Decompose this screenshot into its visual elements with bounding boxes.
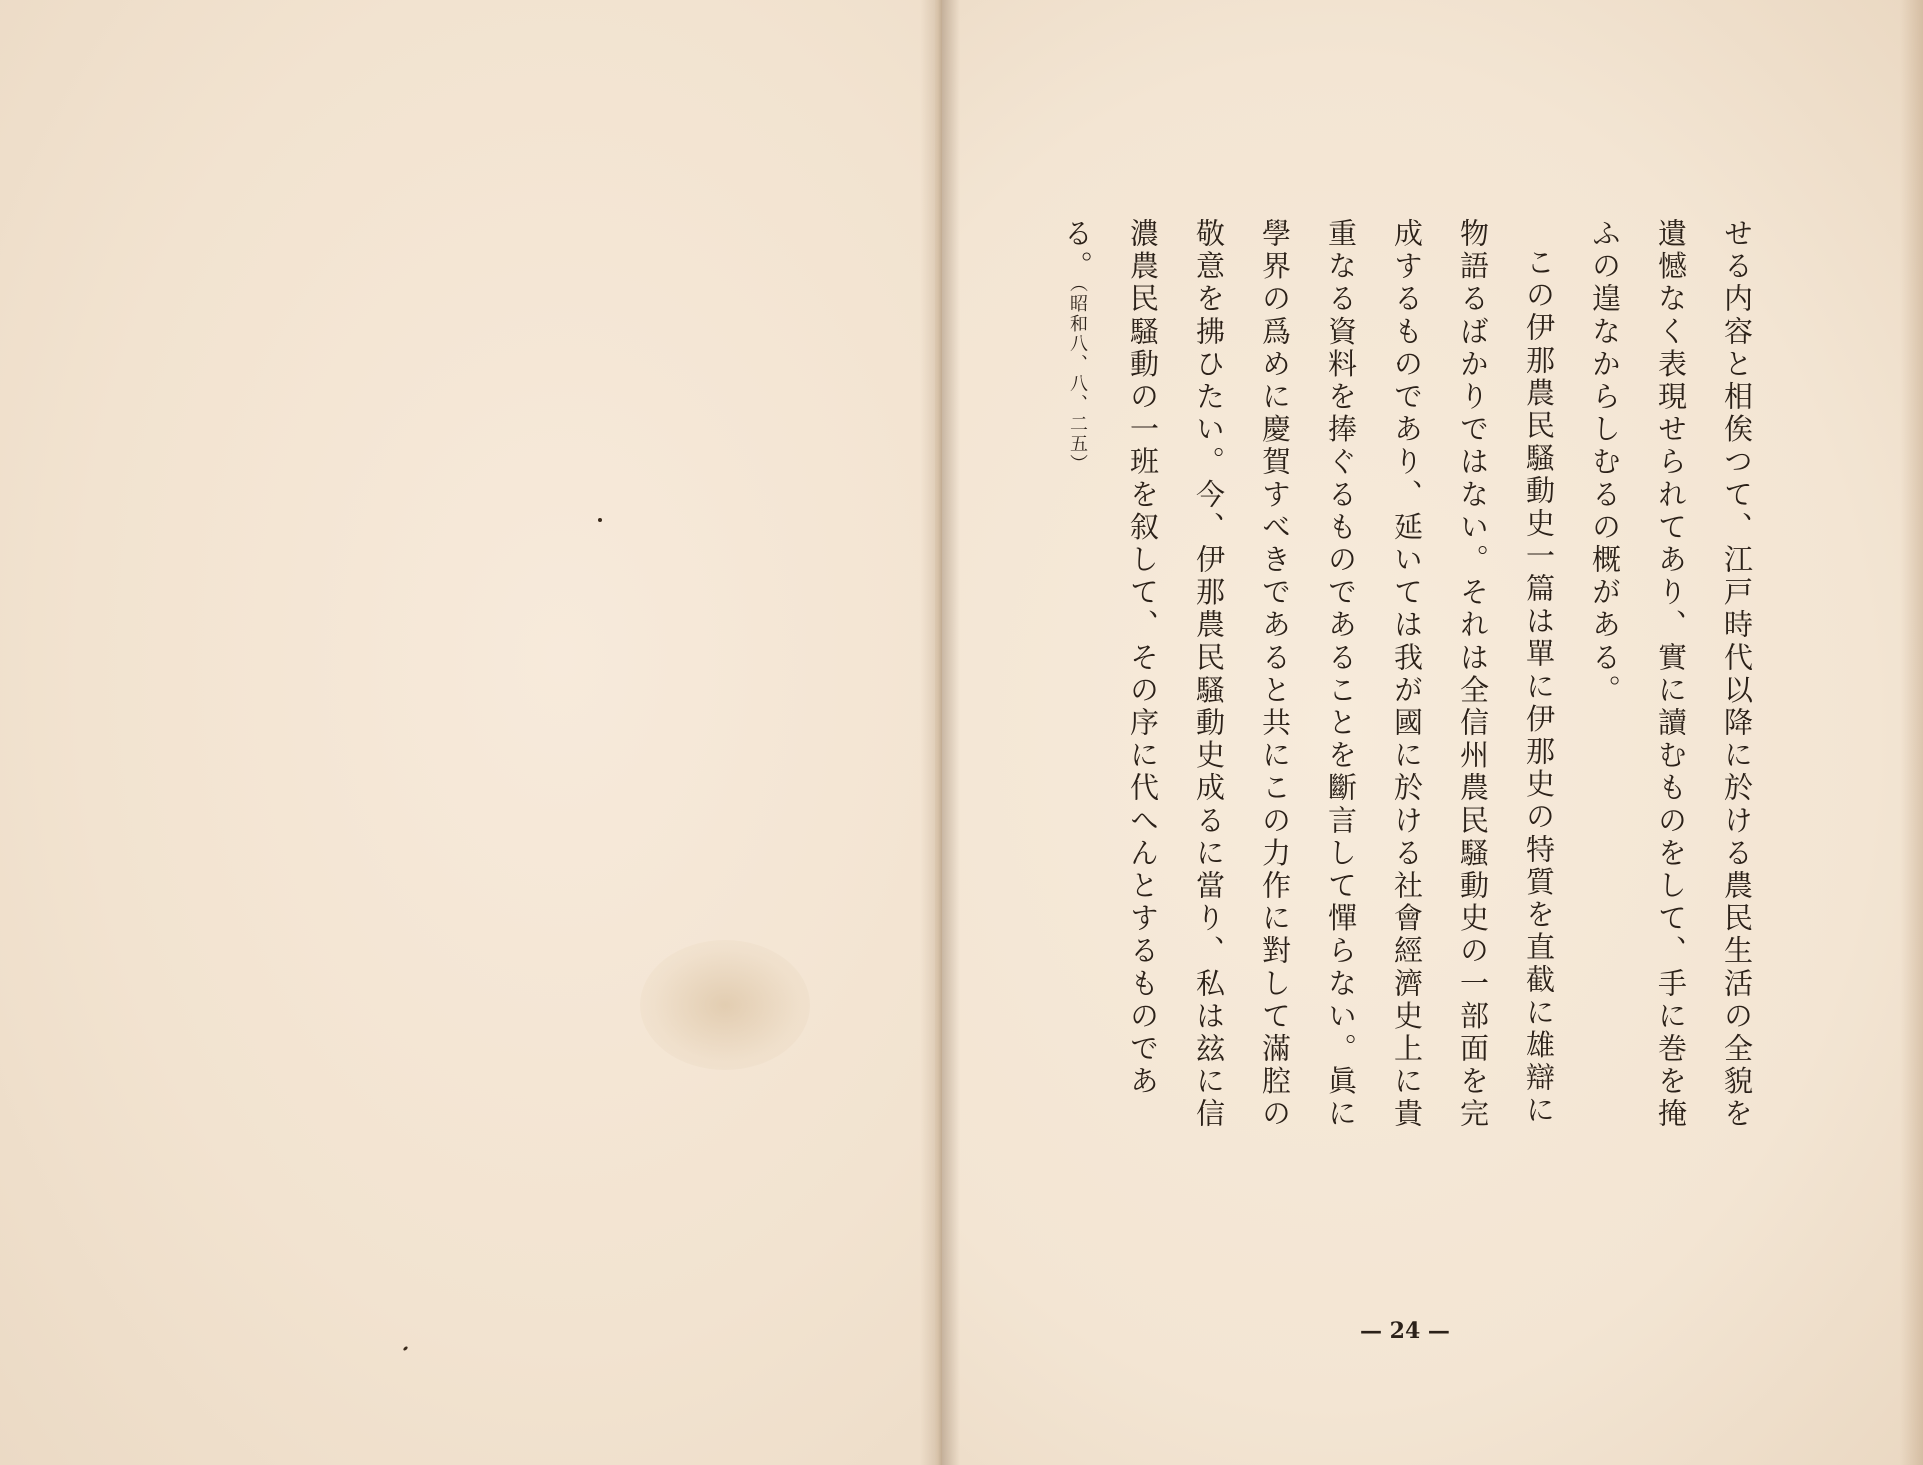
- paragraph-2: [1044, 218, 1572, 1158]
- paper-stain: [640, 940, 810, 1070]
- page-edge: [1900, 0, 1923, 1465]
- paper-speck: [598, 518, 602, 522]
- vertical-body-text: [1060, 218, 1770, 1158]
- left-page-blank: [0, 0, 935, 1465]
- date-note: （昭和八、八、二五）: [1067, 283, 1088, 475]
- paragraph-1: せる内容と相俟つて、江戸時代以降に於ける農民生活の全貌を遺憾なく表現せられてあり、實に讀むものをして、手に巻を掩ふの遑なからしむるの概がある。: [1588, 218, 1754, 1131]
- book-gutter: [920, 0, 960, 1465]
- paragraph-2-text: この伊那農民騷動史一篇は單に伊那史の特質を直截に雄辯に物語るばかりではない。それは全信州農民騷動史の一部面を完成するものであり、延いては我が國に於ける社會經濟史上に貴重なる資料を捧ぐるものであることを斷言して憚らない。眞に學界の爲めに慶賀すべきであると共にこの力作に對して滿腔の敬意を拂ひたい。今、伊那農民騷動史成るに當り、私は玆に信濃農民騷動の一班を叙して、その序に代へんとするものである。: [1060, 218, 1556, 1131]
- page-number: — 24 —: [1360, 1318, 1450, 1344]
